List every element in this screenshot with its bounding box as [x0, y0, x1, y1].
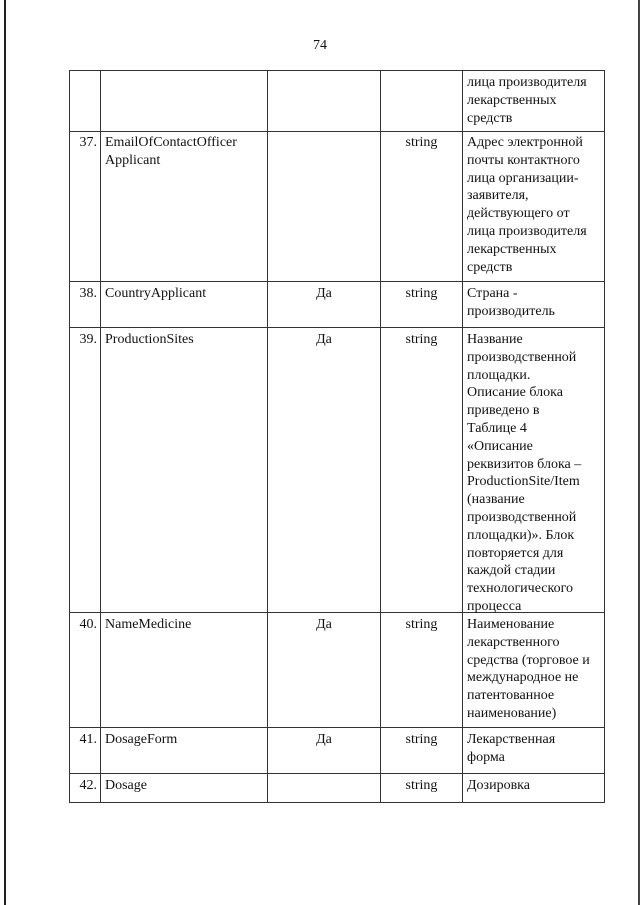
- description-line: Название: [467, 332, 523, 347]
- data-type: string: [381, 282, 463, 327]
- row-number: 39.: [70, 328, 101, 612]
- description: [463, 613, 604, 727]
- description-line: форма: [467, 749, 505, 765]
- description-line: Страна -: [467, 286, 518, 301]
- description-line: производственной: [467, 349, 577, 365]
- description-line: почты контактного: [467, 152, 580, 168]
- table-row: [69, 774, 605, 803]
- table-row: [69, 613, 605, 728]
- description-line: технологического: [467, 581, 573, 597]
- description-line: производственной: [467, 509, 577, 525]
- required-flag: Да: [268, 282, 381, 327]
- description-line: производитель: [467, 303, 555, 319]
- table-row: [69, 131, 605, 282]
- description-line: площадки)». Блок: [467, 527, 575, 543]
- required-flag: [268, 774, 381, 802]
- data-type: string: [381, 728, 463, 773]
- description-line: Наименование: [467, 617, 555, 632]
- data-type: string: [381, 613, 463, 727]
- description-line: средства (торговое и: [467, 652, 590, 668]
- row-number: [70, 71, 101, 131]
- required-flag: [268, 71, 381, 131]
- description-line: (название: [467, 492, 525, 508]
- row-number: 42.: [70, 774, 101, 802]
- description-line: лица организации-: [467, 170, 579, 186]
- description-line: каждой стадии: [467, 563, 556, 579]
- description-line: Описание блока: [467, 385, 563, 401]
- attribute-name: DosageForm: [101, 728, 268, 773]
- description: [463, 774, 604, 802]
- description-line: Дозировка: [467, 778, 530, 793]
- required-flag: Да: [268, 728, 381, 773]
- description-line: наименование): [467, 705, 557, 721]
- row-number: 38.: [70, 282, 101, 327]
- description-line: лекарственного: [467, 634, 560, 650]
- description-line: международное не: [467, 670, 579, 686]
- description-line: лекарственных: [467, 92, 557, 108]
- description-line: средств: [467, 259, 513, 275]
- description-line: лица производителя: [467, 75, 587, 90]
- description-line: лица производителя: [467, 223, 587, 239]
- required-flag: Да: [268, 328, 381, 612]
- description-line: заявителя,: [467, 188, 529, 204]
- table-row: [69, 728, 605, 774]
- required-flag: [268, 131, 381, 281]
- attribute-name: [101, 71, 268, 131]
- description-line: действующего от: [467, 206, 570, 222]
- attribute-name: Dosage: [101, 774, 268, 802]
- description: [463, 328, 604, 612]
- description: [463, 71, 604, 131]
- description: [463, 728, 604, 773]
- description-line: процесса: [467, 598, 522, 614]
- description-line: лекарственных: [467, 241, 557, 257]
- attribute-name: ProductionSites: [101, 328, 268, 612]
- scan-left-border: [4, 0, 6, 905]
- row-number: 41.: [70, 728, 101, 773]
- description-line: «Описание: [467, 438, 533, 454]
- table-row: [69, 328, 605, 613]
- data-type: [381, 71, 463, 131]
- description-line: реквизитов блока –: [467, 456, 582, 472]
- page-number: 74: [313, 38, 327, 53]
- description-line: Адрес электронной: [467, 135, 583, 150]
- required-flag: Да: [268, 613, 381, 727]
- row-number: 40.: [70, 613, 101, 727]
- description-line: патентованное: [467, 688, 555, 704]
- data-type: string: [381, 131, 463, 281]
- attribute-name: NameMedicine: [101, 613, 268, 727]
- description: [463, 282, 604, 327]
- row-number: 37.: [70, 131, 101, 281]
- description-line: повторяется для: [467, 545, 564, 561]
- description-line: площадки.: [467, 367, 531, 383]
- data-type: string: [381, 774, 463, 802]
- description-line: средств: [467, 110, 513, 126]
- description-line: приведено в: [467, 403, 540, 419]
- description: [463, 131, 604, 281]
- table-row: [69, 282, 605, 328]
- attribute-name: EmailOfContactOfficer Applicant: [101, 131, 268, 281]
- description-line: ProductionSite/Item: [467, 474, 580, 490]
- data-type: string: [381, 328, 463, 612]
- attribute-name: CountryApplicant: [101, 282, 268, 327]
- description-line: Таблице 4: [467, 420, 527, 436]
- description-line: Лекарственная: [467, 732, 556, 747]
- table-row: [69, 70, 605, 132]
